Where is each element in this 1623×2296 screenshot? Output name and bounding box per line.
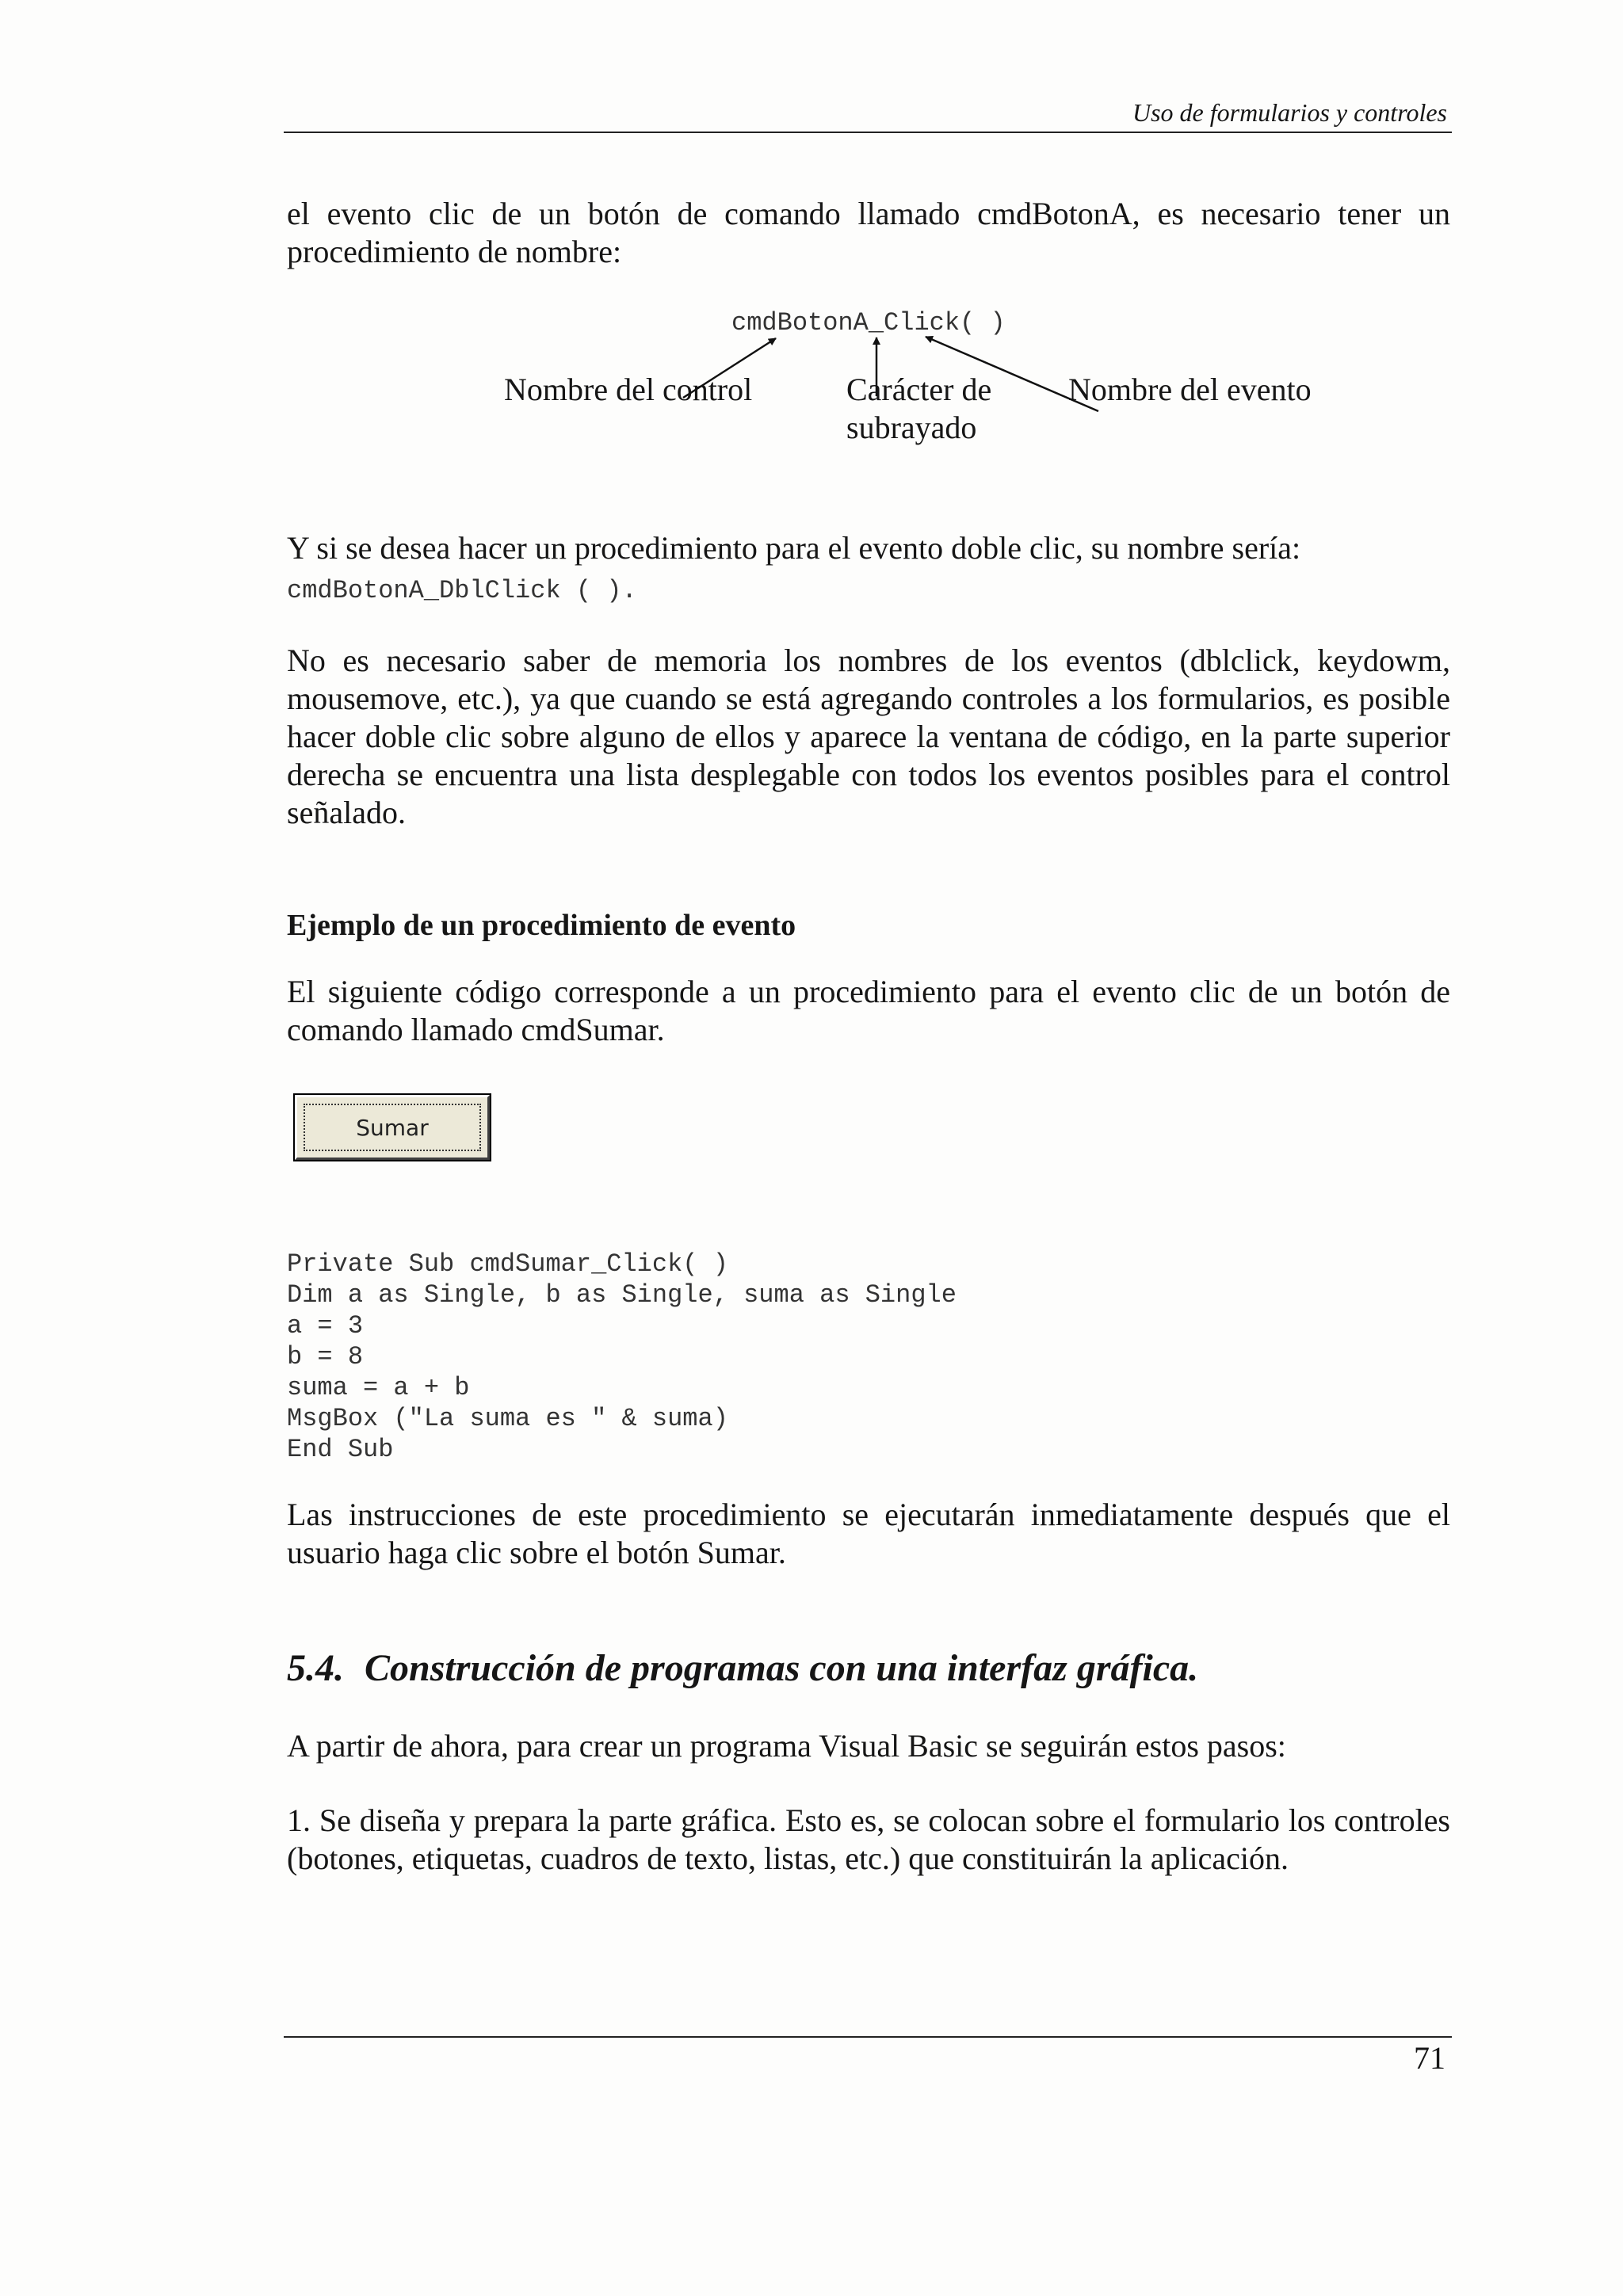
- code-line: End Sub: [287, 1435, 394, 1464]
- arrow-control: [683, 338, 776, 398]
- running-header: Uso de formularios y controles: [1132, 98, 1447, 127]
- dblclick-paragraph: Y si se desea hacer un procedimiento para el evento doble clic, su nombre sería:: [287, 530, 1301, 566]
- example-heading: Ejemplo de un procedimiento de evento: [287, 909, 796, 942]
- code-line: Dim a as Single, b as Single, suma as Single: [287, 1280, 957, 1310]
- code-line: a = 3: [287, 1311, 364, 1341]
- events-paragraph: No es necesario saber de memoria los nombres de los eventos (dblclick, keydowm, mousemove, etc.), ya que cuando se está agregando controles a los formularios, es posible hacer doble clic sobre alguno de ellos y aparece la ventana de código, en la parte superior derecha se encuentra una lista desplegable con todos los eventos posibles para el control señalado.: [287, 643, 1450, 830]
- sumar-button[interactable]: [295, 1095, 490, 1160]
- diagram-label-control: Nombre del control: [504, 372, 753, 407]
- section-number: 5.4.: [287, 1647, 344, 1689]
- section-heading: [287, 1645, 1198, 1692]
- step-1-paragraph: 1. Se diseña y prepara la parte gráfica. Esto es, se colocan sobre el formulario los controles (botones, etiquetas, cuadros de texto, listas, etc.) que constituirán la aplicación.: [287, 1802, 1450, 1876]
- section-intro: A partir de ahora, para crear un programa Visual Basic se seguirán estos pasos:: [287, 1728, 1286, 1764]
- intro-paragraph: el evento clic de un botón de comando llamado cmdBotonA, es necesario tener un procedimiento de nombre:: [287, 196, 1450, 269]
- section-title: Construcción de programas con una interfaz gráfica.: [365, 1647, 1199, 1689]
- diagram-label-event: Nombre del evento: [1068, 372, 1312, 407]
- code-block: [287, 1249, 957, 1465]
- example-paragraph: El siguiente código corresponde a un procedimiento para el evento clic de un botón de comando llamado cmdSumar.: [287, 974, 1450, 1047]
- after-code-paragraph: Las instrucciones de este procedimiento se ejecutarán inmediatamente después que el usuario haga clic sobre el botón Sumar.: [287, 1497, 1450, 1570]
- code-line: Private Sub cmdSumar_Click( ): [287, 1249, 728, 1279]
- code-line: MsgBox ("La suma es " & suma): [287, 1404, 728, 1433]
- footer-rule: [284, 2036, 1452, 2038]
- diagram-label-char-line1: Carácter de: [846, 372, 992, 407]
- page-number: 71: [1414, 2040, 1445, 2076]
- diagram-label-char-line2: subrayado: [846, 410, 977, 445]
- sumar-button-label: Sumar: [356, 1114, 429, 1141]
- dblclick-code: cmdBotonA_DblClick ( ).: [287, 576, 637, 605]
- diagram-code: cmdBotonA_Click( ): [731, 308, 1006, 338]
- code-line: b = 8: [287, 1342, 364, 1371]
- code-line: suma = a + b: [287, 1373, 470, 1402]
- arrow-event: [926, 337, 1098, 411]
